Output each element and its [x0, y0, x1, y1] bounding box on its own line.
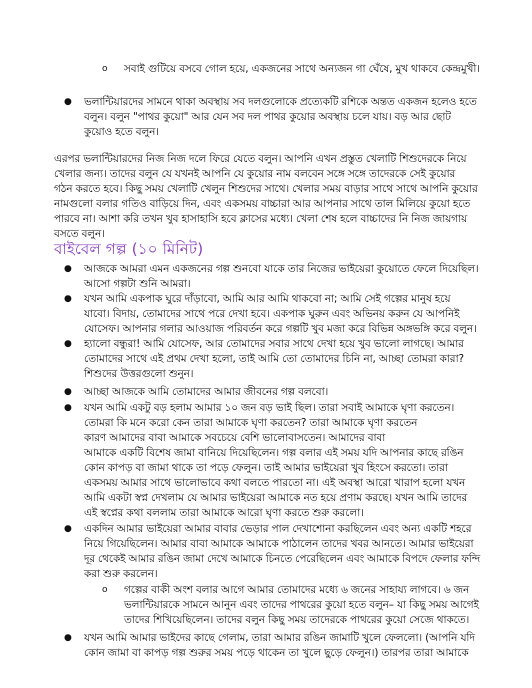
- text-line: কারণ আমাদের বাবা আমাকে সবচেয়ে বেশি ভালোবাসতেন। আমাদের বাবা: [84, 432, 386, 444]
- text-line: তাদের শিখিয়েছিলেন। তাদের বলুন কিছু সময় তাদেরকে পাথরের কুয়ো সেজে থাকতে।: [124, 614, 470, 626]
- text-line: নামগুলো বলার গতিও বাড়িয়ে দিন, এবং একসময় বাচ্চারা আর আপনার সাথে তাল মিলিয়ে কুয়ো হতে: [54, 198, 471, 210]
- text-line: ভলান্টিয়ারদের সামনে থাকা অবস্থায় সব দলগুলোকে প্রত্যেকটি রশিকে অন্তত একজন হলেও হতে: [84, 96, 477, 108]
- hollow-bullet-icon: o: [102, 585, 108, 595]
- text-line: গঠন করতে হবে। কিছু সময় খেলাটি খেলুন শিশুদের সাথে। খেলার সময় বাড়ার সাথে সাথে আপনি কুয়োর: [54, 183, 478, 195]
- section-heading: বাইবেল গল্প (১০ মিনিট): [54, 240, 204, 258]
- text-line: যখন আমি একপাক ঘুরে দাঁড়াবো, আমি আর আমি থাকবো না; আমি সেই গল্পের মানুষ হয়ে: [84, 293, 451, 305]
- text-line: সবাই গুটিয়ে বসবে গোল হয়ে, একজনের সাথে অন্যজন গা ঘেঁষে, মুখ থাকবে কেন্দ্রমুখী।: [124, 63, 480, 75]
- text-line: কুয়োও হতে বলুন।: [84, 126, 159, 138]
- text-line: একসময় আমার সাথে ভালোভাবে কথা বলতে পারতো না। এই অবস্থা আরো খারাপ হলো যখন: [84, 477, 466, 489]
- bullet-icon: ●: [64, 387, 72, 397]
- text-line: দূর থেকেই আমার রঙিন জামা দেখে আমাকে চিনতে পেরেছিলেন এবং আমাকে বিপদে ফেলার ফন্দি: [84, 553, 481, 565]
- text-line: তোমাদের সাথে এই প্রথম দেখা হলো, তাই আমি তো তোমাদের চিনি না, আচ্ছা তোমরা কারা?: [84, 353, 464, 365]
- text-line: এরপর ভলান্টিয়ারদের নিজ নিজ দলে ফিরে যেতে বলুন। আপনি এখন প্রস্তুত খেলাটি শিশুদেরকে নিয়ে: [54, 153, 467, 165]
- text-line: পারবে না। আশা করি তখন খুব হাসাহাসি হবে ক্লাসের মধ্যে। খেলা শেষ হলে বাচ্চাদের নি নিজ জায়গায়: [54, 213, 467, 225]
- text-line: এই স্বপ্নের কথা বললাম তারা আমাকে আরো ঘৃণা করতে শুরু করলো।: [84, 507, 364, 519]
- text-line: যখন আমি আমার ভাইদের কাছে গেলাম, তারা আমার রঙিন জামাটি খুলে ফেললো। (আপনি যদি: [84, 632, 475, 644]
- text-line: গল্পের বাকী অংশ বলার আগে আমার তোমাদের মধ্যে ৬ জনের সাহায্য লাগবে। ৬ জন: [124, 584, 470, 596]
- text-line: যাবো। বিদায়, তোমাদের সাথে পরে দেখা হবে। একপাক ঘুরুন এবং অভিনয় করুন যে আপনিই: [84, 308, 460, 320]
- text-line: যোসেফ। আপনার গলার আওয়াজ পরিবর্তন করে গল্পটি খুব মজা করে বিভিন্ন অঙ্গভঙ্গি করে বলুন।: [84, 323, 477, 335]
- text-line: আসো গল্পটা শুনি আমরা।: [84, 278, 191, 290]
- text-line: বলুন। বলুন "পাথর কুয়ো" আর যেন সব দল পাথর কুয়োর অবস্থায় চলে যায়। বড় আর ছোট: [84, 111, 451, 123]
- text-line: একদিন আমার ভাইয়েরা আমার বাবার ভেড়ার পাল দেখাশোনা করছিলেন এবং অন্য একটি শহরে: [84, 523, 472, 535]
- bullet-icon: ●: [64, 339, 72, 349]
- hollow-bullet-icon: o: [102, 64, 108, 74]
- bullet-icon: ●: [64, 264, 72, 274]
- bullet-icon: ●: [64, 294, 72, 304]
- text-line: যখন আমি একটু বড় হলাম আমার ১০ জন বড় ভাই ছিল। তারা সবাই আমাকে ঘৃণা করতেন।: [84, 402, 455, 414]
- text-line: আমাকে একটি বিশেষ জামা বানিয়ে দিয়েছিলেন। গল্প বলার এই সময় যদি আপনার কাছে রঙিন: [84, 447, 464, 459]
- bullet-icon: ●: [64, 633, 72, 643]
- text-line: শিশুদের উত্তরগুলো শুনুন।: [84, 368, 194, 380]
- text-line: কোন কাপড় বা জামা থাকে তা পড়ে ফেলুন। তাই আমার ভাইয়েরা খুব হিংসে করতো। তারা: [84, 462, 448, 474]
- bullet-icon: ●: [64, 97, 72, 107]
- text-line: কোন জামা বা কাপড় গল্প শুরুর সময় পড়ে থাকেন তা খুলে ছুড়ে ফেলুন।) তারপর তারা আমাকে: [84, 647, 469, 659]
- text-line: তোমরা কি মনে করো কেন তারা আমাকে ঘৃণা করতেন? তারা আমাকে ঘৃণা করতেন: [84, 417, 418, 429]
- text-line: বসতে বলুন।: [54, 228, 105, 240]
- text-line: নিয়ে গিয়েছিলেন। আমার বাবা আমাকে আমাকে পাঠালেন তাদের খবর আনতে। আমার ভাইয়েরা: [84, 538, 474, 550]
- bullet-icon: ●: [64, 524, 72, 534]
- text-line: করা শুরু করলেন।: [84, 568, 158, 580]
- text-line: খেলার জন্য। তাদের বলুন যে যখনই আপনি যে কুয়োর নাম বলবেন সঙ্গে সঙ্গে তাদেরকে সেই কুয়োর: [54, 168, 456, 180]
- text-line: হ্যালো বন্ধুরা! আমি যোসেফ, আর তোমাদের সবার সাথে দেখা হয়ে খুব ভালো লাগছে। আমার: [84, 338, 464, 350]
- text-line: আজকে আমরা এমন একজনের গল্প শুনবো যাকে তার নিজের ভাইয়েরা কুয়োতে ফেলে দিয়েছিল।: [84, 263, 479, 275]
- text-line: ভলান্টিয়ারকে সামনে আনুন এবং তাদের পাথরের কুয়ো হতে বলুন– যা কিছু সময় আগেই: [124, 599, 479, 611]
- text-line: আচ্ছা আজকে আমি তোমাদের আমার জীবনের গল্প বলবো।: [84, 386, 329, 398]
- bullet-icon: ●: [64, 403, 72, 413]
- text-line: আমি একটা স্বপ্ন দেখলাম যে আমার ভাইয়েরা আমাকে নত হয়ে প্রণাম করছে। যখন আমি তাদের: [84, 492, 468, 504]
